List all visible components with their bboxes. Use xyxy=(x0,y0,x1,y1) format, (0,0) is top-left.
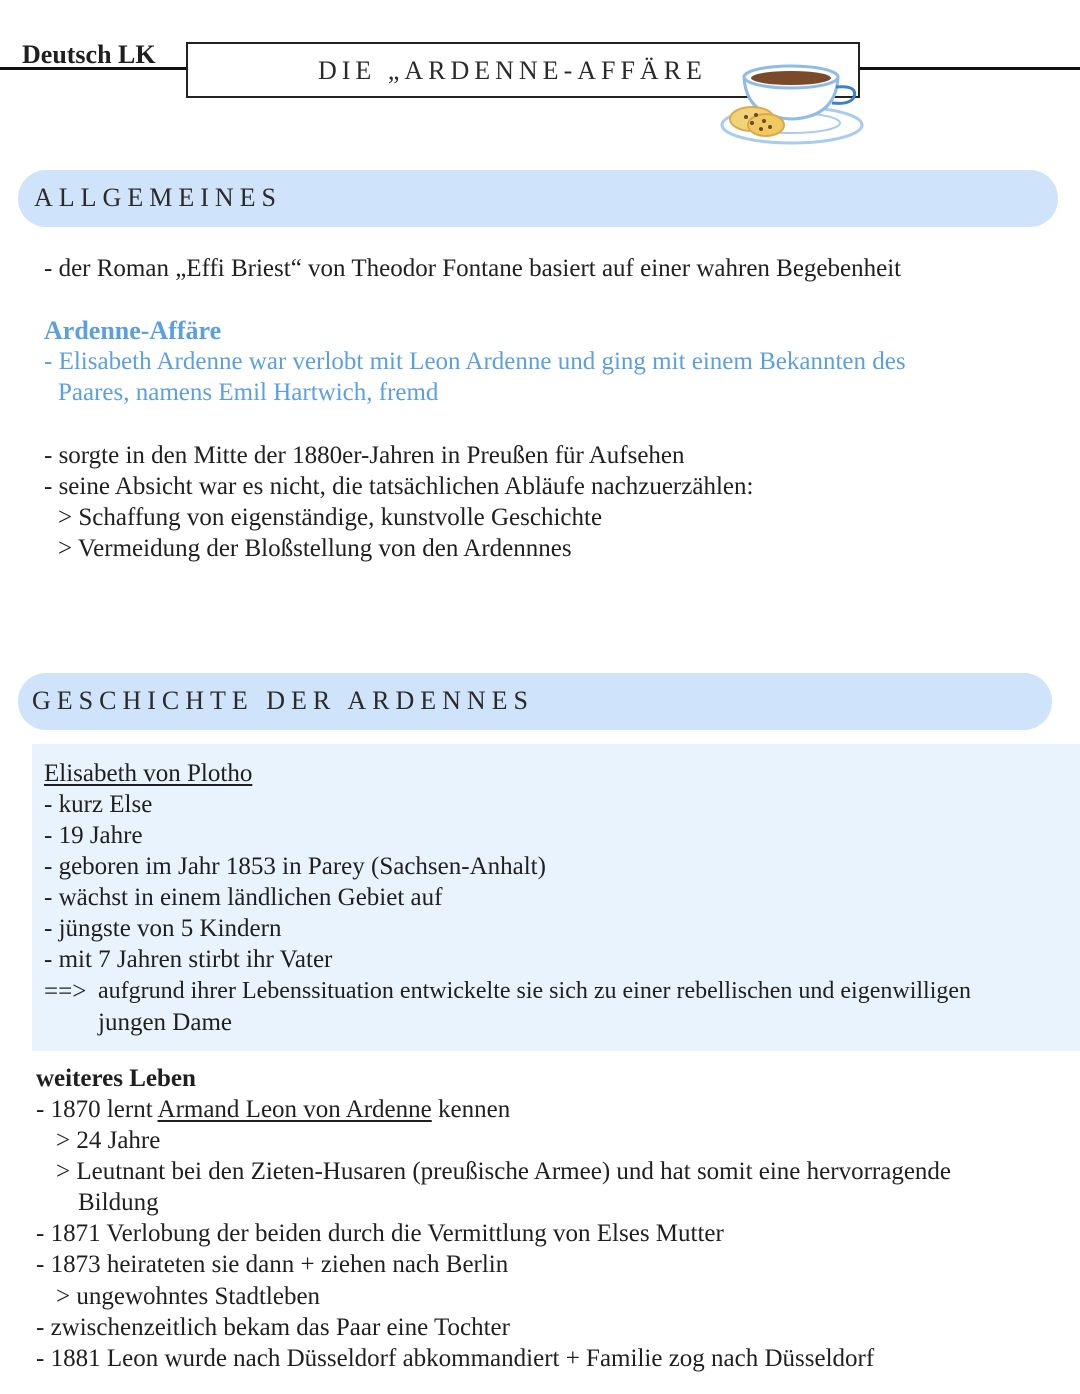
list-item: - sorgte in den Mitte der 1880er-Jahren in Preußen für Aufsehen xyxy=(44,442,685,469)
list-item-text: kennen xyxy=(431,1096,511,1123)
list-item: > Schaffung von eigenständige, kunstvolle Geschichte xyxy=(58,504,603,531)
intro-text: - der Roman „Effi Briest“ von Theodor Fontane basiert auf einer wahren Begebenheit xyxy=(44,255,902,282)
person-name: Armand Leon von Ardenne xyxy=(157,1096,432,1123)
list-item: - seine Absicht war es nicht, die tatsächlichen Abläufe nachzuerzählen: xyxy=(44,473,754,500)
list-item xyxy=(36,1094,510,1125)
course-label: Deutsch LK xyxy=(22,40,156,69)
section-title-allgemeines: ALLGEMEINES xyxy=(34,183,282,212)
later-life-heading: weiteres Leben xyxy=(36,1065,196,1092)
page-title: DIE „ARDENNE-AFFÄRE xyxy=(318,56,707,85)
list-item: > ungewohntes Stadtleben xyxy=(56,1283,321,1310)
list-item: - 1873 heirateten sie dann + ziehen nach Berlin xyxy=(36,1251,509,1278)
list-item: > Vermeidung der Bloßstellung von den Ardennnes xyxy=(58,535,572,562)
conclusion-arrow: ==> xyxy=(44,978,87,1005)
list-item: - mit 7 Jahren stirbt ihr Vater xyxy=(44,946,333,973)
coffee-cup-icon xyxy=(716,55,866,147)
conclusion-text: aufgrund ihrer Lebenssituation entwickelte sie sich zu einer rebellischen und eigenwilligen xyxy=(98,978,972,1004)
list-item: - 19 Jahre xyxy=(44,822,143,849)
list-item: - zwischenzeitlich bekam das Paar eine Tochter xyxy=(36,1314,510,1341)
affair-heading: Ardenne-Affäre xyxy=(44,316,222,345)
section-title-geschichte: GESCHICHTE DER ARDENNES xyxy=(32,686,535,715)
list-item: Bildung xyxy=(78,1189,159,1216)
list-item: - jüngste von 5 Kindern xyxy=(44,915,282,942)
list-item-text: - 1870 lernt xyxy=(36,1096,158,1123)
header-rule-right xyxy=(860,67,1080,70)
list-item: > Leutnant bei den Zieten-Husaren (preußische Armee) und hat somit eine hervorragende xyxy=(56,1158,952,1185)
list-item: - geboren im Jahr 1853 in Parey (Sachsen-Anhalt) xyxy=(44,853,546,880)
list-item: > 24 Jahre xyxy=(56,1127,161,1154)
conclusion-text: jungen Dame xyxy=(98,1009,232,1036)
affair-line: Paares, namens Emil Hartwich, fremd xyxy=(58,379,439,406)
elisabeth-heading: Elisabeth von Plotho xyxy=(44,760,253,787)
list-item: - kurz Else xyxy=(44,791,153,818)
list-item: - 1871 Verlobung der beiden durch die Vermittlung von Elses Mutter xyxy=(36,1220,724,1247)
list-item: - 1881 Leon wurde nach Düsseldorf abkommandiert + Familie zog nach Düsseldorf xyxy=(36,1345,875,1372)
list-item: - wächst in einem ländlichen Gebiet auf xyxy=(44,884,443,911)
affair-line: - Elisabeth Ardenne war verlobt mit Leon Ardenne und ging mit einem Bekannten des xyxy=(44,348,906,375)
